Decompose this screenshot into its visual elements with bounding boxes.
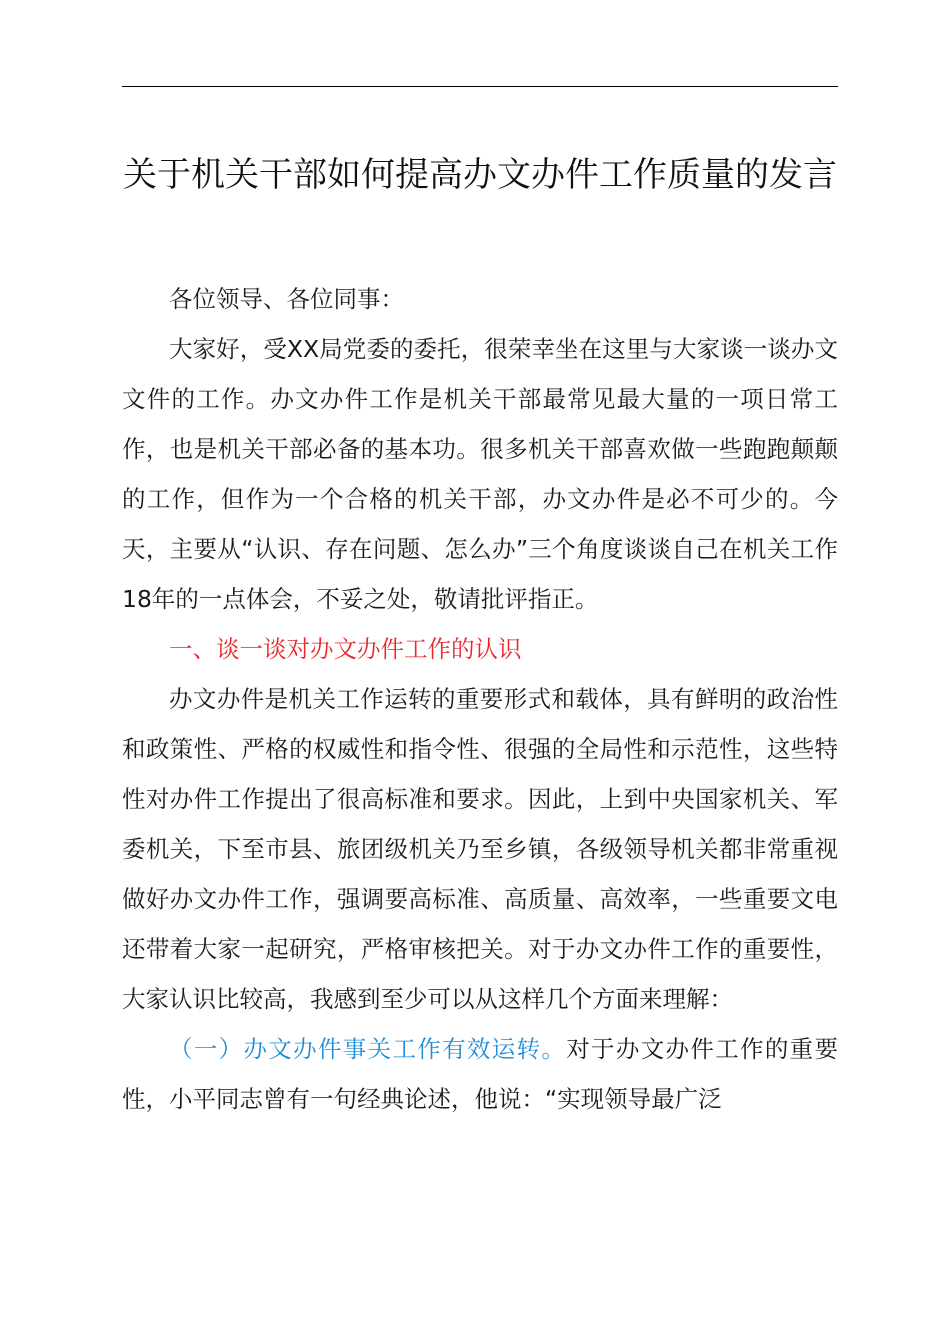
salutation: 各位领导、各位同事：	[169, 285, 404, 313]
document-body	[122, 274, 838, 1124]
section-1-paragraph: 办文办件是机关工作运转的重要形式和载体，具有鲜明的政治性和政策性、严格的权威性和指令性、很强的全局性和示范性，这些特性对办件工作提出了很高标准和要求。因此，上到中央国家机关、军委机关，下至市县、旅团级机关乃至乡镇，各级领导机关都非常重视做好办文办件工作，强调要高标准、高质量、高效率，一些重要文电还带着大家一起研究，严格审核把关。对于办文办件工作的重要性，大家认识比较高，我感到至少可以从这样几个方面来理解：	[122, 685, 838, 1013]
document-title: 关于机关干部如何提高办文办件工作质量的发言	[123, 155, 837, 195]
header-rule	[122, 86, 838, 87]
subsection-heading-1: （一）办文办件事关工作有效运转。	[169, 1035, 567, 1063]
subsection-1-paragraph	[122, 1024, 838, 1124]
intro-paragraph: 大家好，受XX局党委的委托，很荣幸坐在这里与大家谈一谈办文文件的工作。办文办件工作是机关干部最常见最大量的一项日常工作，也是机关干部必备的基本功。很多机关干部喜欢做一些跑跑颠颠的工作，但作为一个合格的机关干部，办文办件是必不可少的。今天，主要从“认识、存在问题、怎么办”三个角度谈谈自己在机关工作18年的一点体会，不妥之处，敬请批评指正。	[122, 335, 838, 613]
subsection-1-text: 对于办文办件工作的重要性，小平同志曾有一句经典论述，他说：“实现领导最广泛	[122, 1035, 839, 1113]
section-heading-1: 一、谈一谈对办文办件工作的认识	[169, 635, 522, 663]
